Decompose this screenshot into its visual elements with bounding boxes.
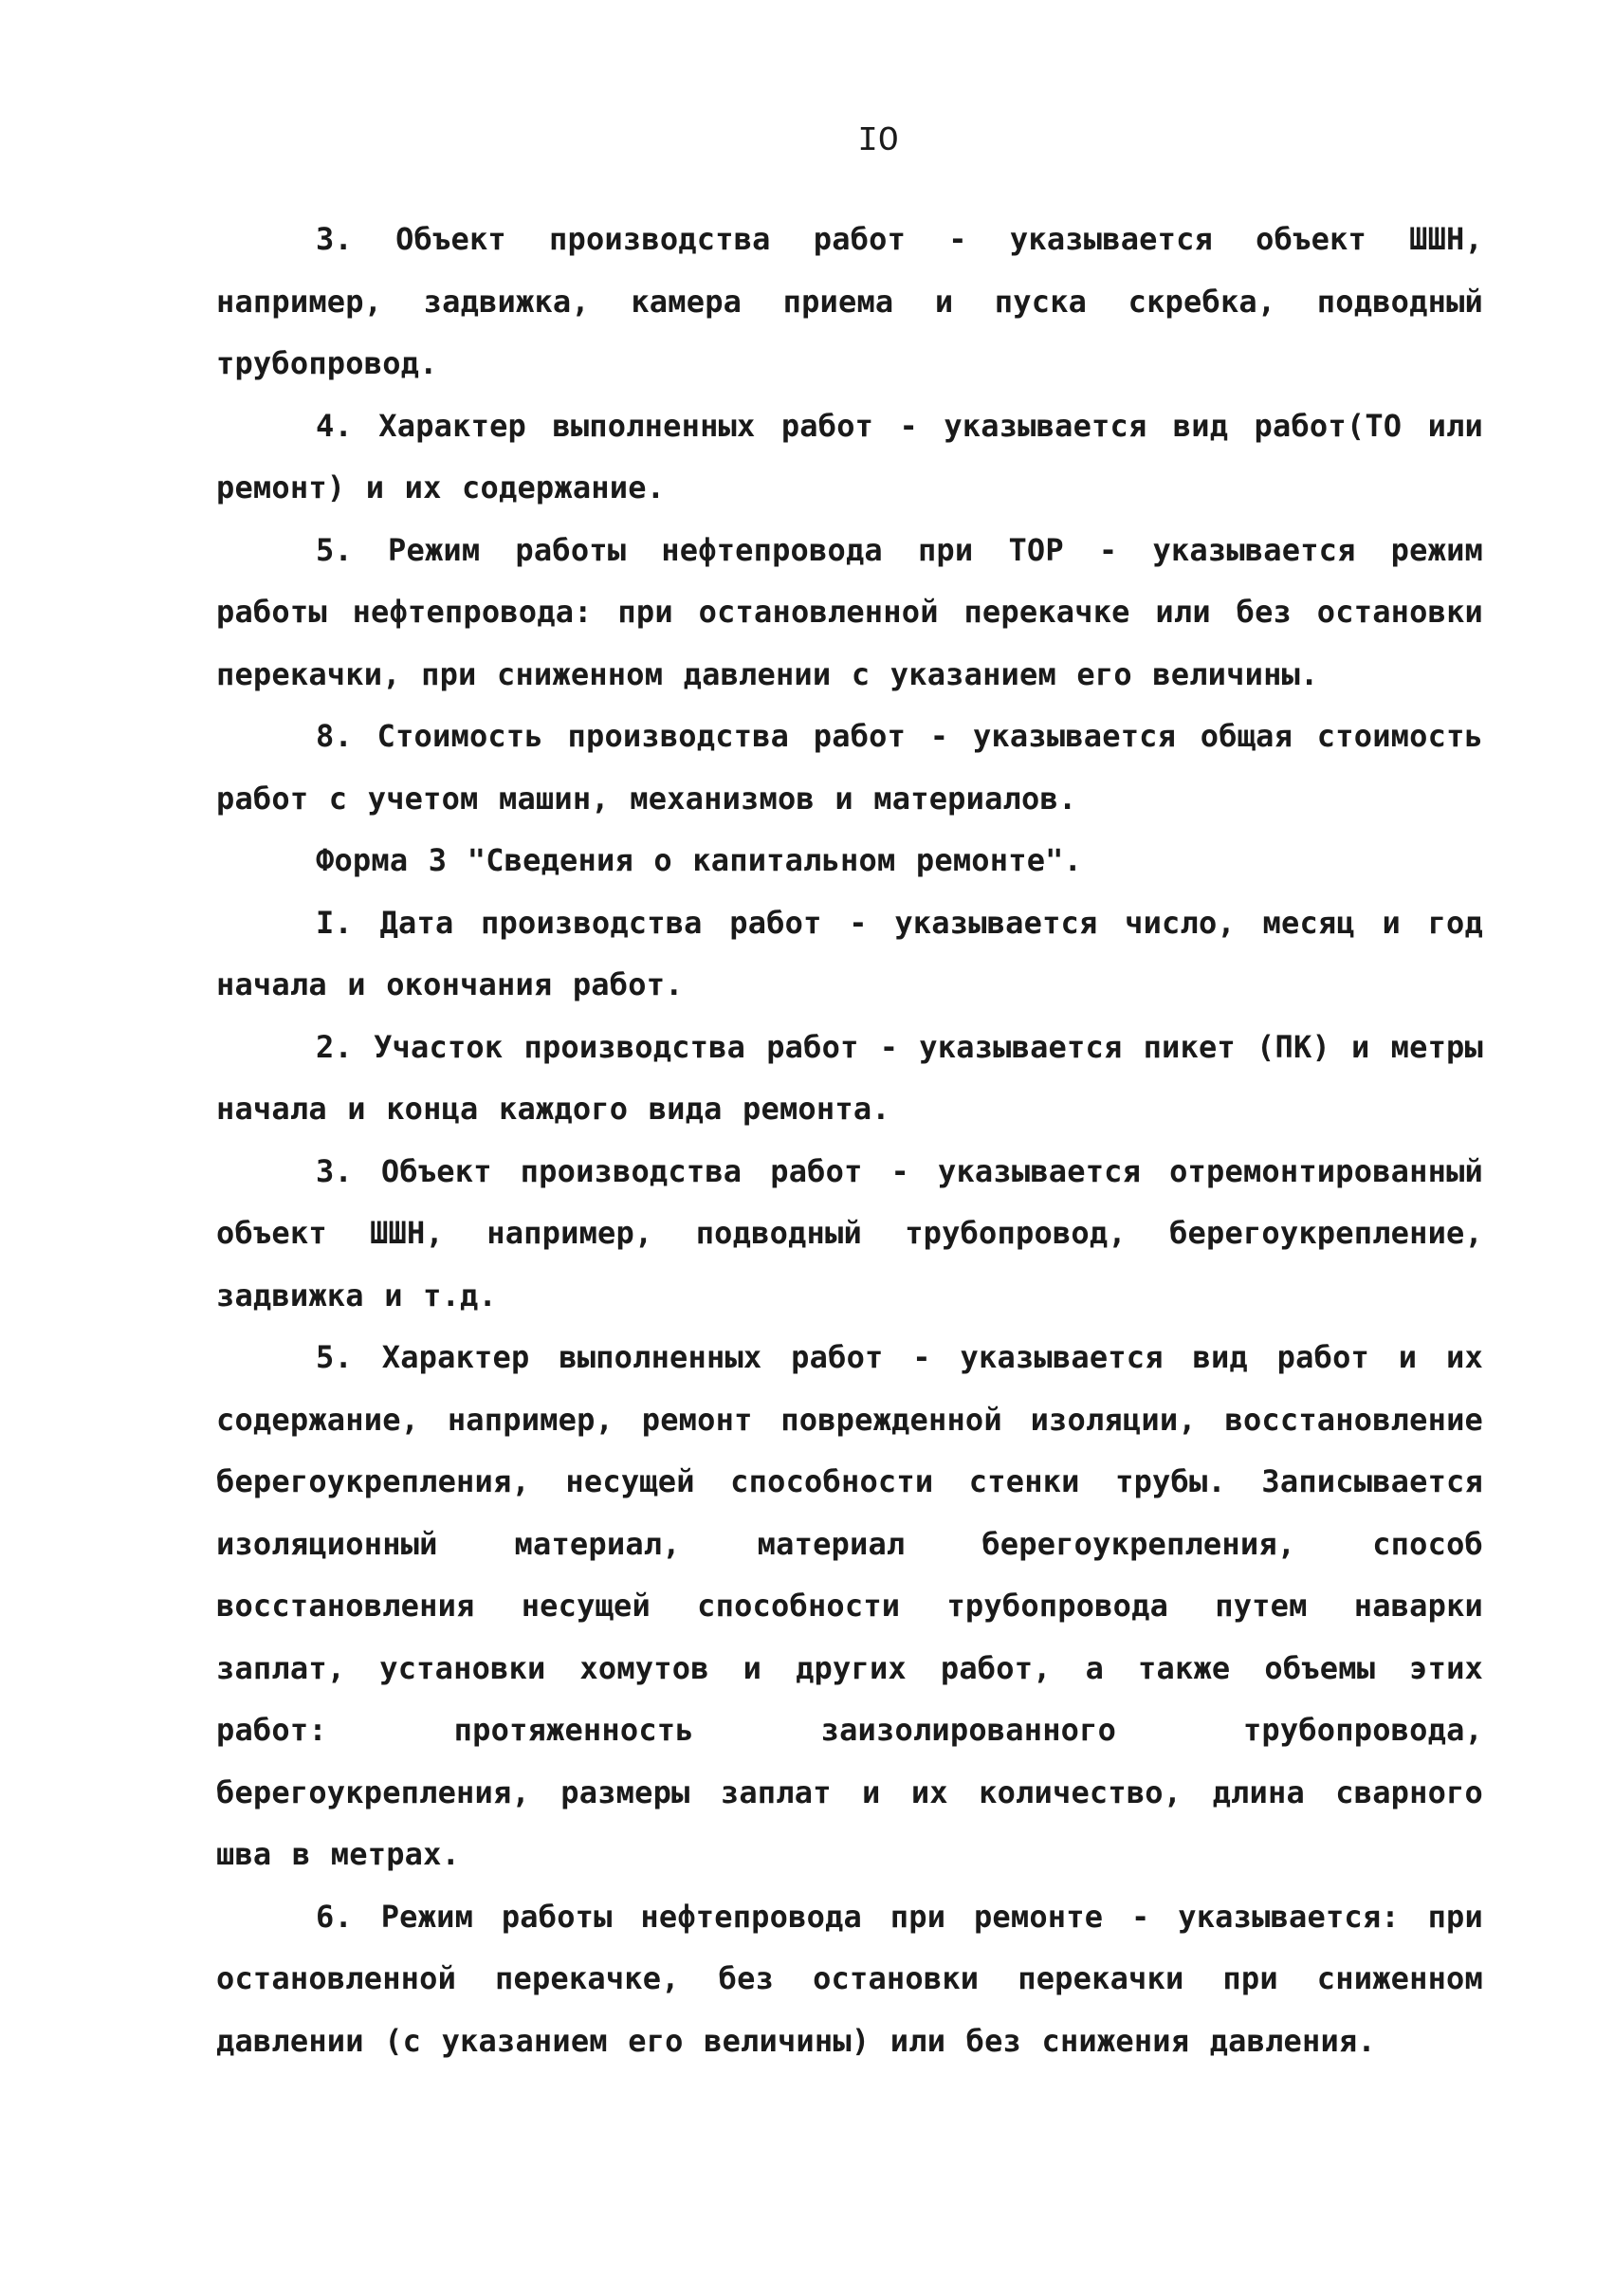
paragraph-repaired-object: 3. Объект производства работ - указывается отремонтированный объект ШШН, например, подводный трубопровод, берегоукрепление, задвижка и т.д. [216, 1152, 1483, 1313]
paragraph-nature-of-works: 4. Характер выполненных работ - указывается вид работ(ТО или ремонт) и их содержание. [216, 407, 1483, 505]
page-number: IO [857, 121, 899, 160]
paragraph-repair-nature: 5. Характер выполненных работ - указывается вид работ и их содержание, например, ремонт поврежденной изоляции, восстановление берегоукрепления, несущей способности стенки трубы. Записывается изоляционный материал, материал берегоукрепления, способ восстановления несущей способности трубопровода путем наварки заплат, установки хомутов и других работ, а также объемы этих работ: протяженность заизолированного трубопровода, берегоукрепления, размеры заплат и их количество, длина сварного шва в метрах. [216, 1339, 1483, 1872]
paragraph-section-of-works: 2. Участок производства работ - указывается пикет (ПК) и метры начала и конца каждого вида ремонта. [216, 1028, 1483, 1127]
paragraph-date-of-works: I. Дата производства работ - указывается число, месяц и год начала и окончания работ. [216, 904, 1483, 1002]
paragraph-object-of-works: 3. Объект производства работ - указывается объект ШШН, например, задвижка, камера приема и пуска скребка, подводный трубопровод. [216, 221, 1483, 381]
paragraph-pipeline-mode-tor: 5. Режим работы нефтепровода при ТОР - указывается режим работы нефтепровода: при остановленной перекачке или без остановки перекачки, при сниженном давлении с указанием его величины. [216, 531, 1483, 692]
paragraph-pipeline-mode-repair: 6. Режим работы нефтепровода при ремонте - указывается: при остановленной перекачке, без остановки перекачки при сниженном давлении (с указанием его величины) или без снижения давления. [216, 1898, 1483, 2059]
paragraph-form-3-heading: Форма 3 "Сведения о капитальном ремонте". [316, 842, 1083, 878]
paragraph-cost-of-works: 8. Стоимость производства работ - указывается общая стоимость работ с учетом машин, механизмов и материалов. [216, 718, 1483, 817]
document-body [216, 209, 1483, 2072]
